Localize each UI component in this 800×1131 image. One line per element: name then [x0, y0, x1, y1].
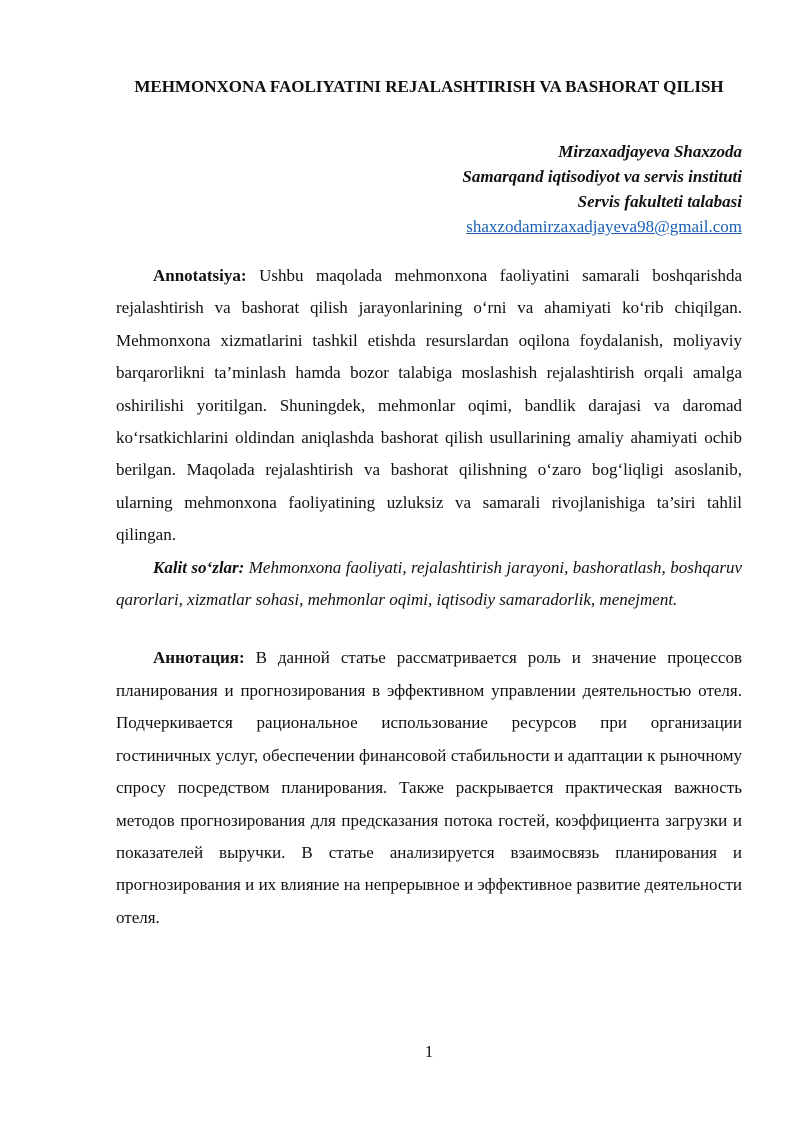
author-name: Mirzaxadjayeva Shaxzoda [558, 142, 742, 161]
author-faculty: Servis fakulteti talabasi [577, 192, 742, 211]
abstract-uz-label: Annotatsiya: [153, 266, 247, 285]
author-block [116, 139, 742, 239]
author-email-link[interactable]: shaxzodamirzaxadjayeva98@gmail.com [466, 217, 742, 236]
abstract-uz [116, 260, 742, 552]
author-institution: Samarqand iqtisodiyot va servis instituti [462, 167, 742, 186]
abstract-uz-text: Ushbu maqolada mehmonxona faoliyatini samarali boshqarishda rejalashtirish va bashorat qilish jarayonlarining o‘rni va ahamiyati ko‘rib chiqilgan. Mehmonxona xizmatlarini tashkil etishda resurslardan oqilona foydalanish, moliyaviy barqarorlikni ta’minlash hamda bozor talabiga moslashish rejalashtirish orqali amalga oshirilishi yoritilgan. Shuningdek, mehmonlar oqimi, bandlik darajasi va daromad ko‘rsatkichlarini oldindan aniqlashda bashorat qilish usullarining amaliy ahamiyati ochib berilgan. Maqolada rejalashtirish va bashorat qilishning o‘zaro bog‘liqligi asoslanib, ularning mehmonxona faoliyatining uzluksiz va samarali rivojlanishiga ta’siri tahlil qilingan. [116, 266, 743, 545]
abstract-ru-text: В данной статье рассматривается роль и значение процессов планирования и прогнозирования в эффективном управлении деятельностью отеля. Подчеркивается рациональное использование ресурсов при организации гостиничных услуг, обеспечении финансовой стабильности и адаптации к рыночному спросу посредством планирования. Также раскрывается практическая важность методов прогнозирования для предсказания потока гостей, коэффициента загрузки и показателей выручки. В статье анализируется взаимосвязь планирования и прогнозирования и их влияние на непрерывное и эффективное развитие деятельности отеля. [116, 648, 742, 927]
keywords-uz-text: Mehmonxona faoliyati, rejalashtirish jarayoni, bashoratlash, boshqaruv qarorlari, xizmatlar sohasi, mehmonlar oqimi, iqtisodiy samaradorlik, menejment. [116, 557, 742, 610]
document-page [116, 0, 742, 1131]
abstract-ru [116, 642, 742, 934]
paper-title: MEHMONXONA FAOLIYATINI REJALASHTIRISH VA BASHORAT QILISH [134, 77, 724, 96]
keywords-uz-label: Kalit so‘zlar: [153, 557, 245, 577]
page-number: 1 [424, 1042, 434, 1061]
abstract-ru-label: Аннотация: [153, 648, 245, 668]
keywords-uz [116, 552, 742, 617]
